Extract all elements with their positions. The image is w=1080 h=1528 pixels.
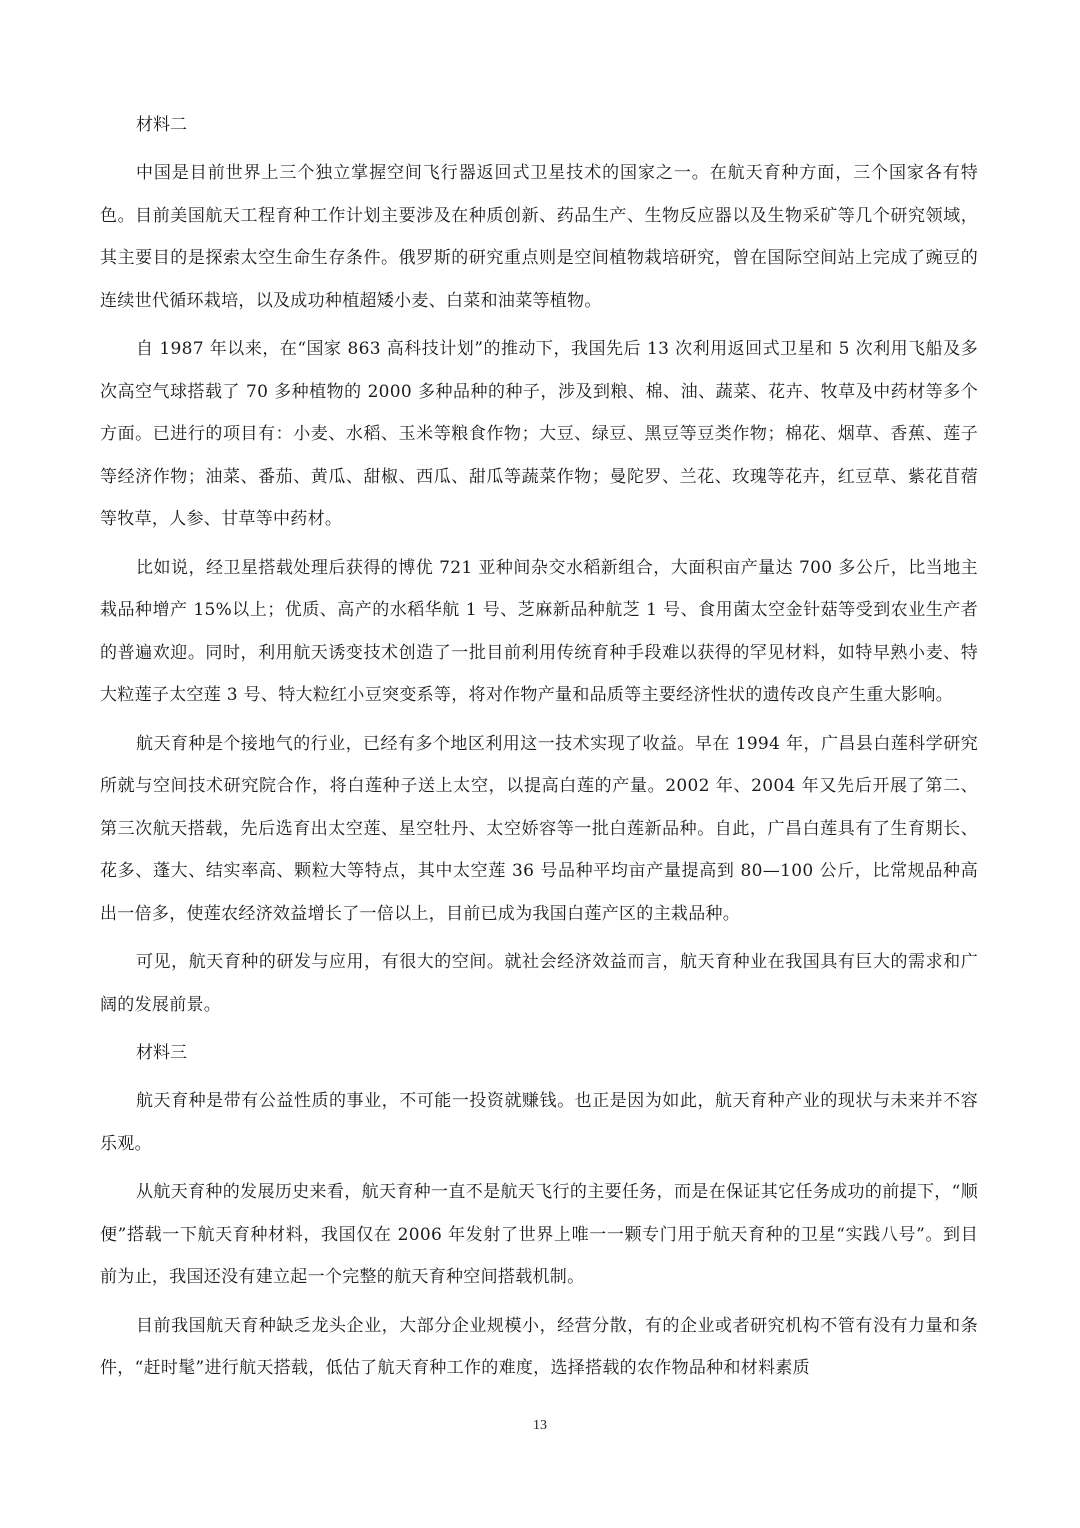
paragraph: 中国是目前世界上三个独立掌握空间飞行器返回式卫星技术的国家之一。在航天育种方面，三个国家各有特色。目前美国航天工程育种工作计划主要涉及在种质创新、药品生产、生物反应器以及生物采矿等几个研究领域，其主要目的是探索太空生命生存条件。俄罗斯的研究重点则是空间植物栽培研究，曾在国际空间站上完成了豌豆的连续世代循环栽培，以及成功种植超矮小麦、白菜和油菜等植物。 [100, 163, 978, 311]
paragraph: 可见，航天育种的研发与应用，有很大的空间。就社会经济效益而言，航天育种业在我国具有巨大的需求和广阔的发展前景。 [100, 952, 978, 1015]
paragraph: 从航天育种的发展历史来看，航天育种一直不是航天飞行的主要任务，而是在保证其它任务成功的前提下，“顺便”搭载一下航天育种材料，我国仅在 2006 年发射了世界上唯一一颗专门用于航天育种的卫星“实践八号”。到目前为止，我国还没有建立起一个完整的航天育种空间搭载机制。 [100, 1182, 978, 1287]
paragraph: 比如说，经卫星搭载处理后获得的博优 721 亚种间杂交水稻新组合，大面积亩产量达 700 多公斤，比当地主栽品种增产 15%以上；优质、高产的水稻华航 1 号、芝麻新品种航芝 1 号、食用菌太空金针菇等受到农业生产者的普遍欢迎。同时，利用航天诱变技术创造了一批目前利用传统育种手段难以获得的罕见材料，如特早熟小麦、特大粒莲子太空莲 3 号、特大粒红小豆突变系等，将对作物产量和品质等主要经济性状的遗传改良产生重大影响。 [100, 557, 978, 705]
paragraph: 目前我国航天育种缺乏龙头企业，大部分企业规模小，经营分散，有的企业或者研究机构不管有没有力量和条件，“赶时髦”进行航天搭载，低估了航天育种工作的难度，选择搭载的农作物品种和材料素质 [100, 1315, 978, 1378]
document-body [100, 104, 978, 1396]
paragraph: 航天育种是个接地气的行业，已经有多个地区利用这一技术实现了收益。早在 1994 年，广昌县白莲科学研究所就与空间技术研究院合作，将白莲种子送上太空，以提高白莲的产量。2002 年、2004 年又先后开展了第二、第三次航天搭载，先后选育出太空莲、星空牡丹、太空娇容等一批白莲新品种。自此，广昌白莲具有了生育期长、花多、蓬大、结实率高、颗粒大等特点，其中太空莲 36 号品种平均亩产量提高到 80—100 公斤，比常规品种高出一倍多，使莲农经济效益增长了一倍以上，目前已成为我国白莲产区的主栽品种。 [100, 733, 978, 924]
section-heading-material-3: 材料三 [136, 1043, 187, 1063]
section-heading-material-2: 材料二 [136, 115, 187, 135]
paragraph: 自 1987 年以来，在“国家 863 高科技计划”的推动下，我国先后 13 次利用返回式卫星和 5 次利用飞船及多次高空气球搭载了 70 多种植物的 2000 多种品种的种子，涉及到粮、棉、油、蔬菜、花卉、牧草及中药材等多个方面。已进行的项目有：小麦、水稻、玉米等粮食作物；大豆、绿豆、黑豆等豆类作物；棉花、烟草、香蕉、莲子等经济作物；油菜、番茄、黄瓜、甜椒、西瓜、甜瓜等蔬菜作物；曼陀罗、兰花、玫瑰等花卉，红豆草、紫花苜蓿等牧草，人参、甘草等中药材。 [100, 339, 978, 529]
paragraph: 航天育种是带有公益性质的事业，不可能一投资就赚钱。也正是因为如此，航天育种产业的现状与未来并不容乐观。 [100, 1091, 978, 1154]
page-number: 13 [533, 1418, 547, 1433]
